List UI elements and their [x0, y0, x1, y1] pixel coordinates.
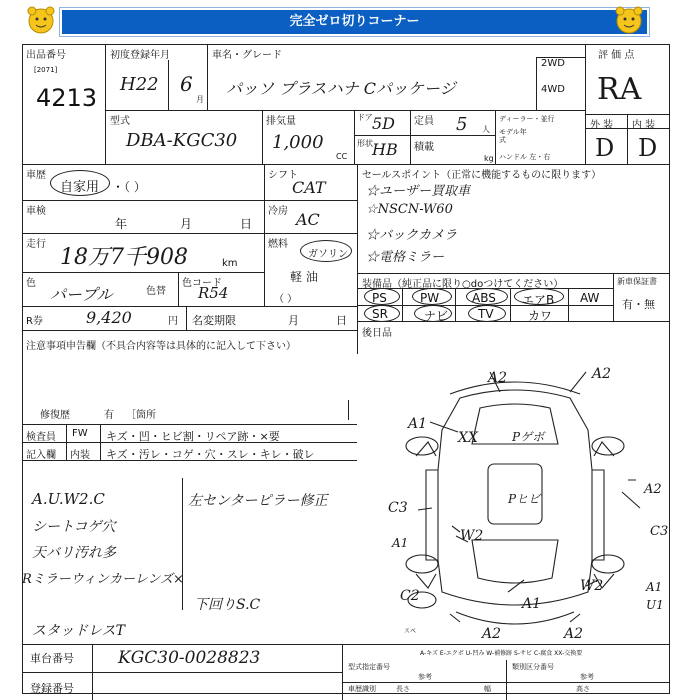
inspection-day: 日 [240, 217, 253, 231]
equip-ps: PS [372, 291, 387, 305]
mark-a1-left: A1 [392, 536, 409, 550]
mileage-value: 18万7千908 [60, 245, 188, 270]
shape-value: HB [372, 140, 398, 159]
warranty-value: 有・無 [622, 298, 655, 311]
exterior-label: 外 装 [590, 120, 614, 131]
dealer-label: ディーラー・並行 [499, 115, 555, 123]
first-reg-era: H22 [120, 74, 159, 95]
inspection-month: 月 [180, 217, 193, 231]
ac-label: 冷房 [268, 206, 288, 217]
equip-abs: ABS [472, 291, 496, 305]
mark-c2: C2 [400, 588, 420, 604]
length-label: 長さ [396, 685, 410, 693]
door-value: 5D [372, 114, 396, 133]
class-ref: 参考 [580, 673, 594, 681]
mark-a2-rear-left: A2 [482, 626, 502, 642]
repair-value: 有 [104, 410, 114, 421]
capacity-unit: 人 [482, 125, 490, 134]
inspection-label: 車検 [26, 206, 46, 217]
lot-small: [2071] [34, 66, 58, 74]
cc-unit: CC [336, 152, 348, 161]
inspection-year: 年 [115, 217, 128, 231]
note-line-1: A.U.W2.C [32, 490, 105, 508]
reg-label: 登録番号 [30, 682, 74, 695]
name-change-label: 名変期限 [192, 314, 236, 327]
color-label: 色 [26, 278, 36, 289]
interior-grade: D [638, 134, 658, 162]
circle-tv [468, 305, 506, 322]
sales-point-2: ☆NSCN-W60 [366, 202, 453, 217]
payload-label: 積載 [414, 142, 434, 153]
spec-ref: 参考 [418, 673, 432, 681]
color-code-label: 色コード [182, 278, 222, 289]
displacement-value: 1,000 [272, 132, 324, 153]
lot-number: 4213 [36, 84, 98, 112]
equip-navi: ナビ [424, 309, 449, 323]
kg-unit: kg [484, 154, 494, 163]
repair-label: 修復歴 [40, 410, 70, 421]
chassis-value: KGC30-0028823 [118, 648, 261, 668]
shift-label: シフト [268, 170, 298, 181]
first-reg-label: 初度登録年月 [110, 50, 170, 61]
ac-value: AC [296, 210, 320, 229]
mark-xx-hood: XX [458, 430, 478, 446]
mileage-label: 走行 [26, 239, 46, 250]
mark-a2-top-right: A2 [592, 366, 612, 382]
sales-point-4: ☆電格ミラー [366, 250, 445, 265]
km-unit: km [222, 258, 238, 269]
interior-label: 内 装 [632, 120, 656, 131]
mark-c3-left: C3 [388, 500, 408, 516]
note-right-2: 下回りS.C [194, 597, 261, 613]
equip-aw: AW [580, 291, 600, 305]
circle-pw [412, 288, 452, 305]
damage-legend: A-キズ E-エクボ U-凹み W-補修跡 S-サビ C-腐食 XX-交換要 [420, 650, 583, 657]
note-line-4: Rミラーウィンカーレンズ× [22, 572, 184, 587]
type-value: DBA-KGC30 [126, 130, 238, 151]
mark-c3-right: C3 [650, 524, 669, 539]
capacity-value: 5 [456, 114, 468, 135]
mark-roof-note: Pヒビ [508, 492, 541, 506]
sales-label: セールスポイント（正常に機能するものに限ります） [362, 170, 602, 181]
equip-leather: カワ [528, 309, 553, 323]
circle-abs [466, 288, 508, 305]
history-value: 自家用 [60, 180, 100, 195]
name-change-day: 日 [336, 314, 347, 327]
equipment-label: 装備品（純正品に限り○doつけてください） [362, 279, 564, 290]
mark-w2-right: W2 [580, 578, 604, 594]
equip-tv: TV [478, 307, 494, 321]
sales-point-3: ☆バックカメラ [366, 228, 458, 243]
caution-label: 注意事項申告欄（不具合内容等は具体的に記入して下さい） [26, 341, 296, 352]
note-line-2: シートコゲ穴 [32, 519, 116, 535]
mark-a1-rear: A1 [522, 596, 542, 612]
drive-2wd: 2WD [541, 58, 565, 69]
name-change-month: 月 [288, 314, 299, 327]
capacity-label: 定員 [414, 116, 434, 127]
drive-4wd: 4WD [541, 84, 565, 95]
inspector-label: 検査員 [26, 432, 56, 443]
color-change-label: 色替 [146, 286, 166, 297]
logo-left [24, 5, 58, 35]
color-value: パープル [50, 285, 113, 304]
history-label: 車歴 [26, 170, 46, 181]
mark-w2-left: W2 [460, 528, 484, 544]
sales-point-1: ☆ユーザー買取車 [366, 184, 471, 199]
repair-place: ［箇所 [126, 410, 156, 421]
equip-sr: SR [372, 307, 388, 321]
fuel-option: 軽 油 [290, 270, 318, 284]
spare-label: スペ [404, 628, 417, 635]
type-label: 型式 [110, 116, 130, 127]
warranty-label: 新車保証書 [617, 277, 657, 286]
history-paren: ・（ ） [112, 180, 146, 194]
yen-unit: 円 [168, 316, 178, 327]
note-line-3: 天バリ汚れ多 [32, 545, 116, 561]
circle-airbag [514, 288, 564, 305]
mark-u1: U1 [646, 598, 664, 612]
fuel-paren: （ ） [274, 294, 298, 305]
mark-a1-right: A1 [646, 580, 663, 594]
displacement-label: 排気量 [266, 116, 296, 127]
circle-navi [414, 305, 452, 322]
mark-hood-note: Pゲボ [512, 430, 545, 444]
note-right-1: 左センターピラー修正 [188, 493, 328, 509]
circle-ps [364, 288, 400, 305]
fuel-label: 燃料 [268, 239, 288, 250]
mark-a2-rear-right: A2 [564, 626, 584, 642]
interior-entry-label: 内装 [70, 450, 90, 461]
model-name: パッソ プラスハナ Cパッケージ [226, 79, 456, 98]
fw-label: FW [72, 428, 88, 439]
recycle-label: R券 [26, 316, 43, 327]
height-label: 高さ [576, 685, 590, 693]
door-label: ドア [357, 113, 373, 122]
page-title: 完全ゼロ切りコーナー [60, 8, 649, 36]
recycle-value: 9,420 [86, 308, 132, 327]
class-label: 類別区分番号 [512, 663, 554, 671]
exterior-grade: D [595, 134, 615, 162]
first-reg-month: 6 [180, 72, 193, 96]
mark-a2-top-left: A2 [488, 370, 508, 386]
logo-right [612, 5, 646, 35]
month-unit: 月 [196, 95, 204, 104]
score-value: RA [597, 72, 642, 107]
shape-label: 形状 [357, 139, 373, 148]
mark-a1-front-left: A1 [408, 416, 428, 432]
rear-seat-label: 後日品 [362, 328, 392, 339]
fw-items: キズ・凹・ヒビ割・リペア跡・×要 [106, 430, 280, 443]
interior-items: キズ・汚レ・コゲ・穴・スレ・キレ・破レ [106, 448, 315, 461]
model-year-label: モデル年式 [499, 128, 527, 144]
equip-airbag: エアB [522, 293, 555, 307]
model-label: 車名・グレード [212, 50, 282, 61]
vehicle-reg-label: 車歴識別 [348, 685, 376, 693]
chassis-label: 車台番号 [30, 652, 74, 665]
width-label: 幅 [484, 685, 491, 693]
circle-sr [364, 305, 400, 322]
handle-label: ハンドル 左・右 [499, 153, 551, 161]
spec-label: 型式指定番号 [348, 663, 390, 671]
lot-label: 出品番号 [26, 50, 66, 61]
equip-pw: PW [420, 291, 440, 305]
shift-value: CAT [292, 178, 326, 197]
note-line-5: スタッドレスT [32, 623, 125, 639]
color-code-value: R54 [198, 284, 229, 302]
fuel-value: ガソリン [308, 249, 348, 260]
score-label: 評 価 点 [598, 50, 635, 61]
entry-label: 記入欄 [26, 450, 56, 461]
mark-a2-right: A2 [644, 482, 662, 497]
